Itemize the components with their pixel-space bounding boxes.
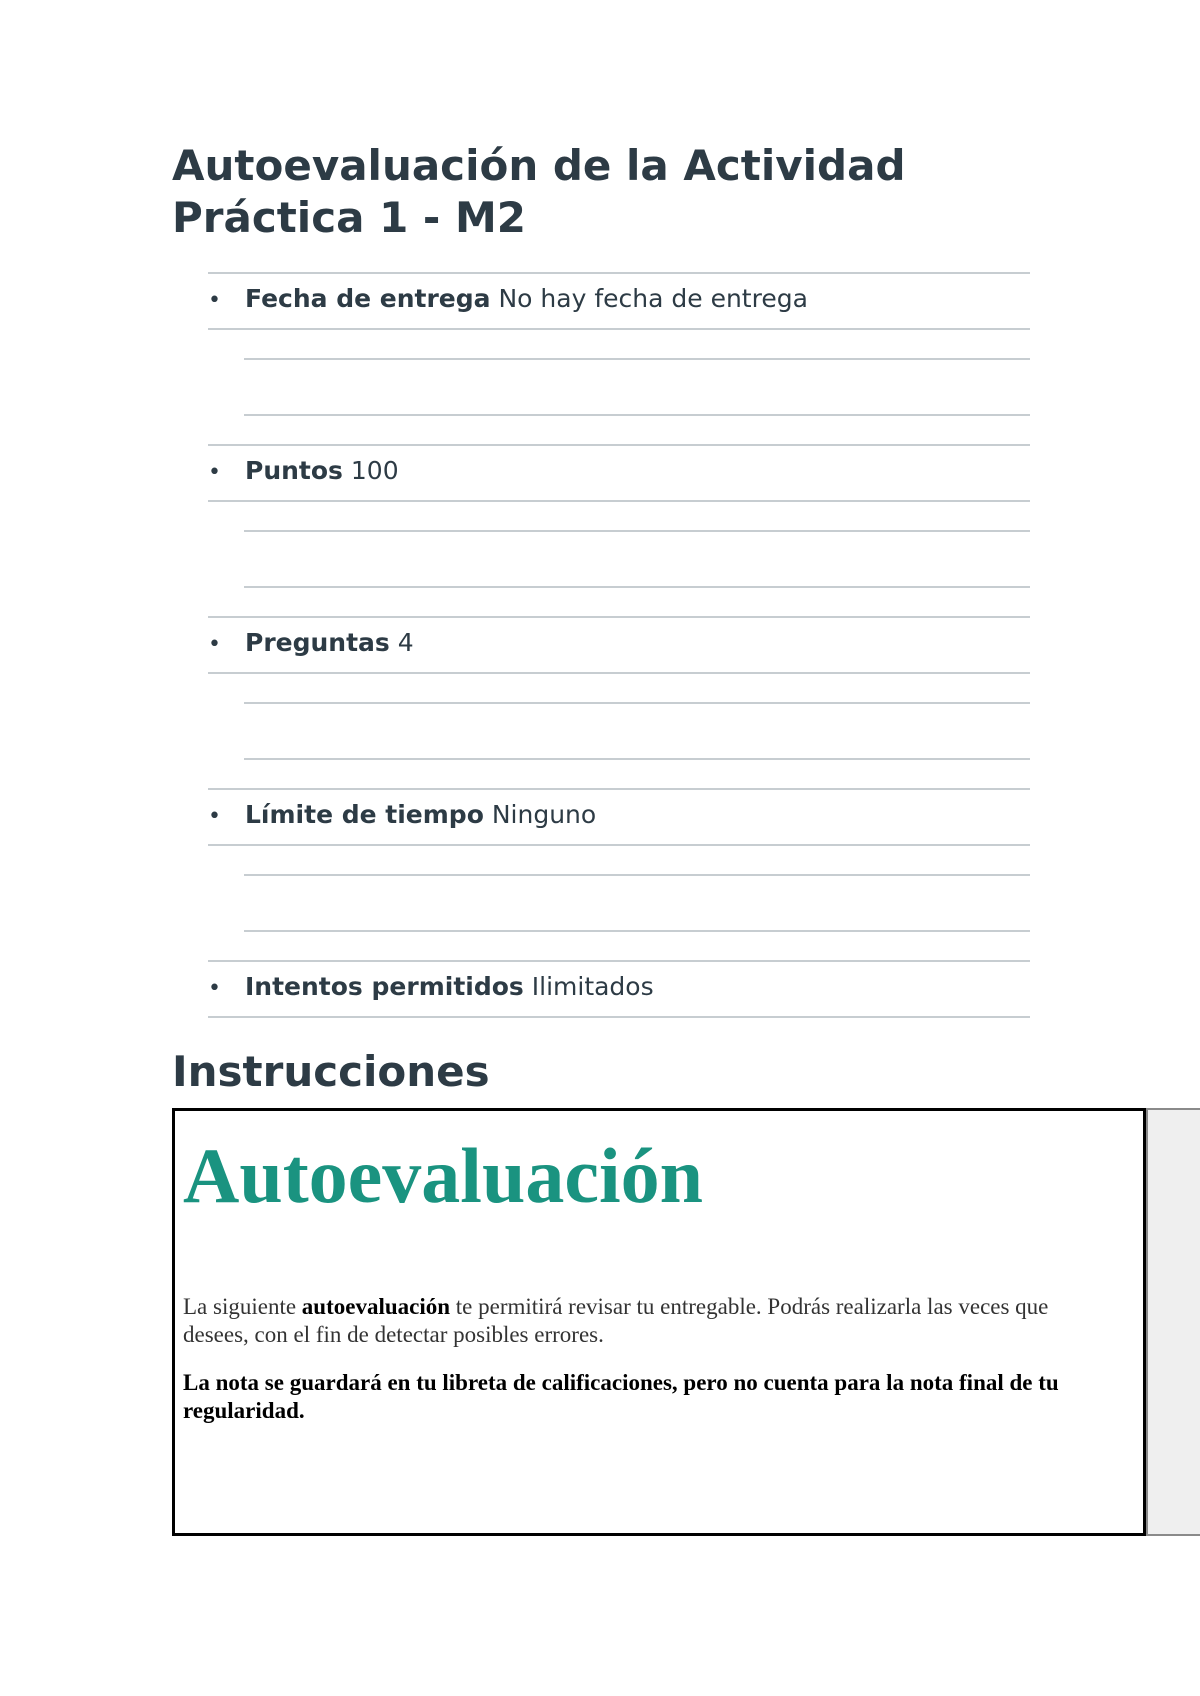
divider <box>208 328 1030 330</box>
bullet-icon: • <box>208 460 221 485</box>
detail-label: Intentos permitidos <box>245 972 524 1001</box>
quiz-details-list <box>208 272 1030 1020</box>
divider <box>208 960 1030 962</box>
divider <box>244 414 1030 416</box>
instructions-frame[interactable] <box>172 1108 1146 1536</box>
detail-label: Puntos <box>245 456 343 485</box>
bullet-icon: • <box>208 632 221 657</box>
instructions-heading: Instrucciones <box>172 1047 490 1096</box>
detail-label: Fecha de entrega <box>245 284 491 313</box>
bullet-icon: • <box>208 976 221 1001</box>
detail-text <box>245 628 414 658</box>
divider <box>208 272 1030 274</box>
divider <box>244 586 1030 588</box>
detail-text <box>245 800 596 830</box>
divider <box>208 844 1030 846</box>
detail-item-due-date <box>208 272 1030 444</box>
detail-label: Límite de tiempo <box>245 800 484 829</box>
divider <box>244 874 1030 876</box>
detail-value: 100 <box>350 456 399 485</box>
divider <box>244 702 1030 704</box>
frame-title: Autoevaluación <box>183 1132 704 1219</box>
detail-item-attempts <box>208 960 1030 1020</box>
divider <box>208 444 1030 446</box>
paragraph-text: te permitirá revisar tu entregable. Podrás realizarla las veces que desees, con el fin de detectar posibles errores. <box>183 1294 1049 1347</box>
divider <box>244 530 1030 532</box>
frame-scrollbar[interactable] <box>1146 1108 1200 1536</box>
instructions-note: La nota se guardará en tu libreta de calificaciones, pero no cuenta para la nota final de tu regularidad. <box>183 1370 1059 1423</box>
detail-text <box>245 972 654 1002</box>
paragraph-text: La siguiente <box>183 1294 302 1319</box>
detail-value: No hay fecha de entrega <box>498 284 808 313</box>
page-title: Autoevaluación de la Actividad Práctica 1 - M2 <box>172 141 906 242</box>
detail-value: 4 <box>397 628 414 657</box>
bullet-icon: • <box>208 288 221 313</box>
bullet-icon: • <box>208 804 221 829</box>
paragraph-bold-text: autoevaluación <box>301 1294 451 1319</box>
detail-value: Ninguno <box>491 800 597 829</box>
divider <box>208 500 1030 502</box>
detail-item-time-limit <box>208 788 1030 960</box>
divider <box>244 758 1030 760</box>
detail-label: Preguntas <box>245 628 390 657</box>
detail-value: Ilimitados <box>531 972 654 1001</box>
divider <box>244 358 1030 360</box>
divider <box>208 616 1030 618</box>
instructions-paragraph <box>183 1293 1063 1349</box>
detail-text <box>245 284 808 314</box>
divider <box>208 788 1030 790</box>
detail-text <box>245 456 399 486</box>
divider <box>208 672 1030 674</box>
detail-item-points <box>208 444 1030 616</box>
divider <box>244 930 1030 932</box>
detail-item-questions <box>208 616 1030 788</box>
divider <box>208 1016 1030 1018</box>
